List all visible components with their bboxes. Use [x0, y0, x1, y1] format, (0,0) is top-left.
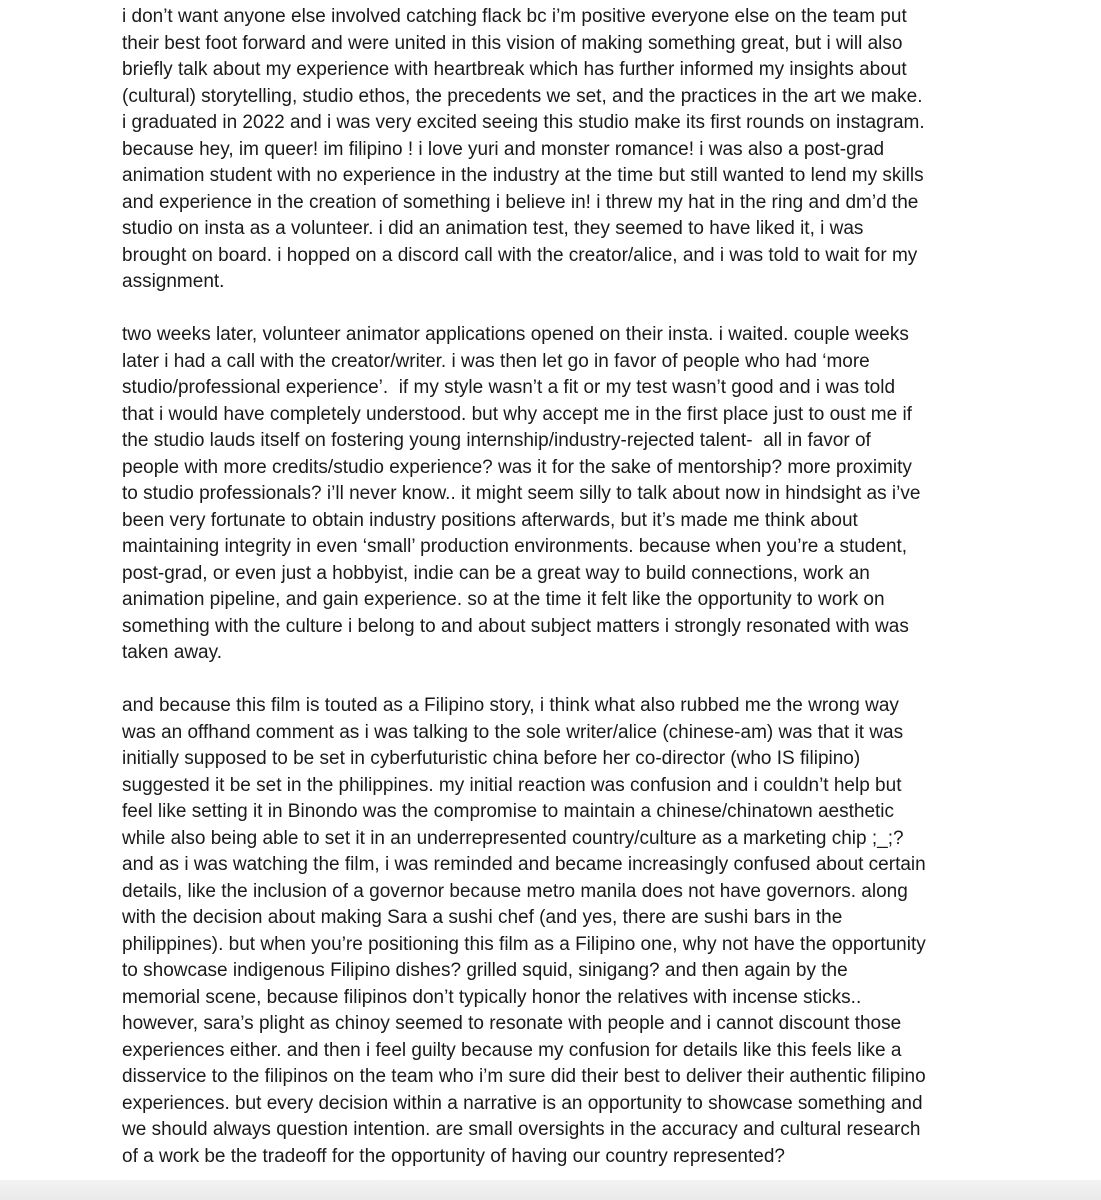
text-line: to studio professionals? i’ll never know.. it might seem silly to talk about now in hindsight as i’ve — [122, 483, 921, 504]
text-line: i graduated in 2022 and i was very excited seeing this studio make its first rounds on instagram. — [122, 112, 925, 133]
text-line: studio/professional experience’. if my style wasn’t a fit or my test wasn’t good and i was told — [122, 377, 896, 398]
text-line: brought on board. i hopped on a discord call with the creator/alice, and i was told to wait for my — [122, 244, 918, 266]
text-line: suggested it be set in the philippines. my initial reaction was confusion and i couldn’t help but — [122, 774, 902, 796]
text-line: and as i was watching the film, i was reminded and became increasingly confused about certain — [122, 854, 926, 875]
paragraph-1 — [122, 4, 984, 296]
bottom-scroll-edge — [0, 1180, 1101, 1200]
text-line: two weeks later, volunteer animator applications opened on their insta. i waited. couple weeks — [122, 324, 909, 345]
text-line: their best foot forward and were united in this vision of making something great, but i will also — [122, 32, 903, 54]
paragraph-spacer — [122, 296, 984, 323]
text-line: briefly talk about my experience with heartbreak which has further informed my insights about — [122, 59, 907, 80]
text-line: something with the culture i belong to and about subject matters i strongly resonated with was — [122, 615, 909, 637]
paragraph-3 — [122, 693, 984, 1170]
text-line: post-grad, or even just a hobbyist, indie can be a great way to build connections, work an — [122, 562, 870, 584]
text-line: been very fortunate to obtain industry positions afterwards, but it’s made me think about — [122, 509, 858, 531]
text-line: initially supposed to be set in cyberfuturistic china before her co-director (who IS filipino) — [122, 748, 861, 769]
text-line: of a work be the tradeoff for the opportunity of having our country represented? — [122, 1145, 785, 1167]
text-line: feel like setting it in Binondo was the compromise to maintain a chinese/chinatown aesthetic — [122, 801, 895, 822]
text-line: animation pipeline, and gain experience. so at the time it felt like the opportunity to work on — [122, 589, 885, 610]
text-line: philippines). but when you’re positioning this film as a Filipino one, why not have the opportunity — [122, 933, 926, 955]
text-line: that i would have completely understood. but why accept me in the first place just to oust me if — [122, 403, 912, 425]
text-line: people with more credits/studio experience? was it for the sake of mentorship? more proximity — [122, 456, 912, 478]
text-line: while also being able to set it in an underrepresented country/culture as a marketing chip ;_;? — [122, 827, 904, 849]
text-line: and because this film is touted as a Filipino story, i think what also rubbed me the wrong way — [122, 695, 899, 716]
text-line: disservice to the filipinos on the team who i’m sure did their best to deliver their authentic filipino — [122, 1066, 926, 1087]
paragraph-spacer — [122, 667, 984, 694]
text-line: we should always question intention. are small oversights in the accuracy and cultural research — [122, 1119, 921, 1140]
text-line: animation student with no experience in the industry at the time but still wanted to lend my skills — [122, 165, 924, 186]
text-line: because hey, im queer! im filipino ! i love yuri and monster romance! i was also a post-grad — [122, 138, 885, 160]
text-line: assignment. — [122, 271, 225, 292]
text-line: and experience in the creation of something i believe in! i threw my hat in the ring and dm’d the — [122, 191, 919, 213]
text-line: however, sara’s plight as chinoy seemed to resonate with people and i cannot discount those — [122, 1013, 902, 1034]
text-line: experiences either. and then i feel guilty because my confusion for details like this feels like a — [122, 1039, 902, 1061]
text-line: maintaining integrity in even ‘small’ production environments. because when you’re a student, — [122, 536, 908, 557]
text-line: (cultural) storytelling, studio ethos, the precedents we set, and the practices in the art we make. — [122, 85, 923, 107]
text-line: the studio lauds itself on fostering young internship/industry-rejected talent- all in favor of — [122, 430, 871, 451]
paragraph-2 — [122, 322, 984, 667]
text-line: i don’t want anyone else involved catching flack bc i’m positive everyone else on the team put — [122, 6, 907, 27]
text-line: experiences. but every decision within a narrative is an opportunity to showcase something and — [122, 1092, 923, 1114]
text-line: memorial scene, because filipinos don’t typically honor the relatives with incense sticks.. — [122, 986, 862, 1008]
text-line: with the decision about making Sara a sushi chef (and yes, there are sushi bars in the — [122, 907, 843, 928]
text-line: later i had a call with the creator/writer. i was then let go in favor of people who had ‘more — [122, 350, 870, 372]
text-line: details, like the inclusion of a governor because metro manila does not have governors. along — [122, 880, 908, 902]
document-body — [122, 4, 984, 1170]
text-line: taken away. — [122, 642, 222, 663]
text-line: was an offhand comment as i was talking to the sole writer/alice (chinese-am) was that it was — [122, 721, 904, 743]
text-line: to showcase indigenous Filipino dishes? grilled squid, sinigang? and then again by the — [122, 960, 848, 981]
text-line: studio on insta as a volunteer. i did an animation test, they seemed to have liked it, i was — [122, 218, 864, 239]
